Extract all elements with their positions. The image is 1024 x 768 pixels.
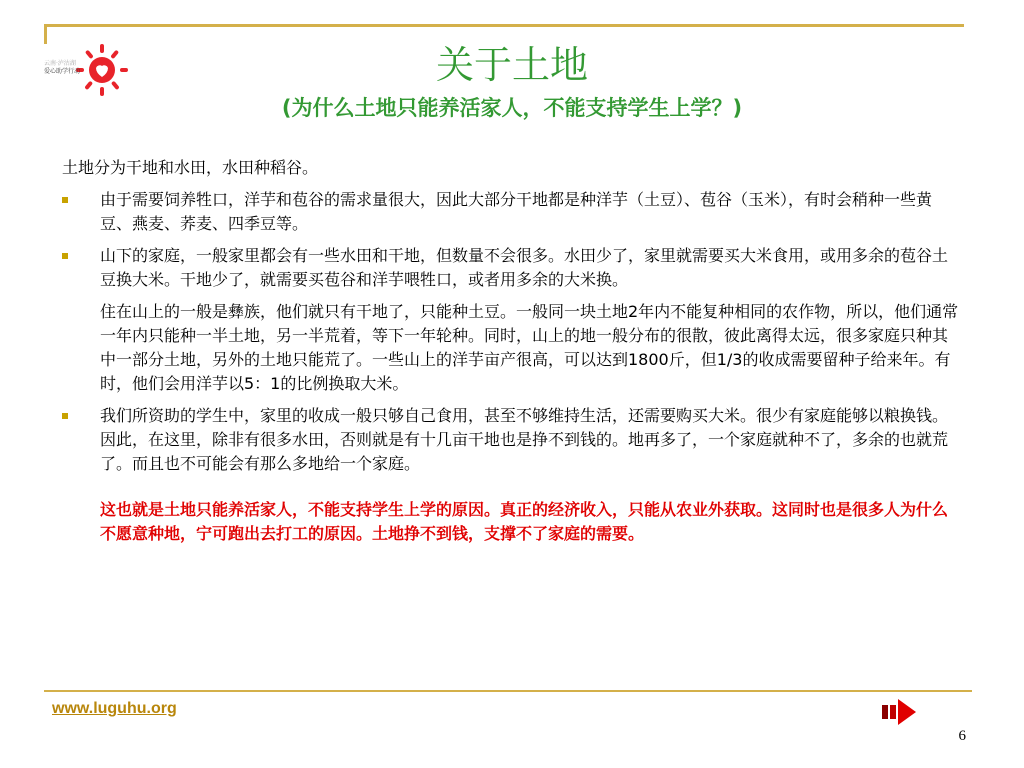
bullet-text: 我们所资助的学生中，家里的收成一般只够自己食用，甚至不够维持生活，还需要购买大米。很少有家庭能够以粮换钱。因此，在这里，除非有很多水田，否则就是有十几亩干地也是挣不到钱的。地再多了，一个家庭就种不了，多余的也就荒了。而且也不可能会有那么多地给一个家庭。 <box>100 406 949 473</box>
square-bullet-icon <box>62 253 68 259</box>
page-title: 关于土地 <box>435 43 588 87</box>
page-subtitle: (为什么土地只能养活家人，不能支持学生上学？) <box>281 96 743 120</box>
logo-line-2: 爱心助学行动 <box>44 68 81 75</box>
square-bullet-icon <box>62 197 68 203</box>
square-bullet-icon <box>62 413 68 419</box>
arrow-right-icon <box>880 697 918 727</box>
logo-line-1: 云南·泸沽湖 <box>44 60 76 67</box>
conclusion-paragraph: 这也就是土地只能养活家人，不能支持学生上学的原因。真正的经济收入，只能从农业外获取。这同时也是很多人为什么不愿意种地，宁可跑出去打工的原因。土地挣不到钱，支撑不了家庭的需要。 <box>100 500 949 543</box>
bullet-item <box>62 404 962 476</box>
page-number: 6 <box>958 728 966 744</box>
frame-top-line <box>44 24 964 27</box>
indented-paragraph: 住在山上的一般是彝族，他们就只有干地了，只能种土豆。一般同一块土地2年内不能复种相同的农作物，所以，他们通常一年内只能种一半土地，另一半荒着，等下一年轮种。同时，山上的地一般分布的很散，彼此离得太远，很多家庭只种其中一部分土地，另外的土地只能荒了。一些山上的洋芋亩产很高，可以达到1800斤，但1/3的收成需要留种子给来年。有时，他们会用洋芋以5：1的比例换取大米。 <box>100 302 959 393</box>
bullet-text: 由于需要饲养牲口，洋芋和苞谷的需求量很大，因此大部分干地都是种洋芋（土豆）、苞谷（玉米），有时会稍种一些黄豆、燕麦、荞麦、四季豆等。 <box>100 190 933 233</box>
intro-paragraph: 土地分为干地和水田，水田种稻谷。 <box>62 158 319 177</box>
bullet-text: 山下的家庭，一般家里都会有一些水田和干地，但数量不会很多。水田少了，家里就需要买大米食用，或用多余的苞谷土豆换大米。干地少了，就需要买苞谷和洋芋喂牲口，或者用多余的大米换。 <box>100 246 949 289</box>
next-slide-button[interactable] <box>880 697 918 727</box>
bullet-item <box>62 244 962 292</box>
website-link[interactable]: www.luguhu.org <box>52 700 177 717</box>
slide-body <box>62 156 962 546</box>
bullet-item <box>62 188 962 236</box>
frame-bottom-line <box>44 690 972 692</box>
